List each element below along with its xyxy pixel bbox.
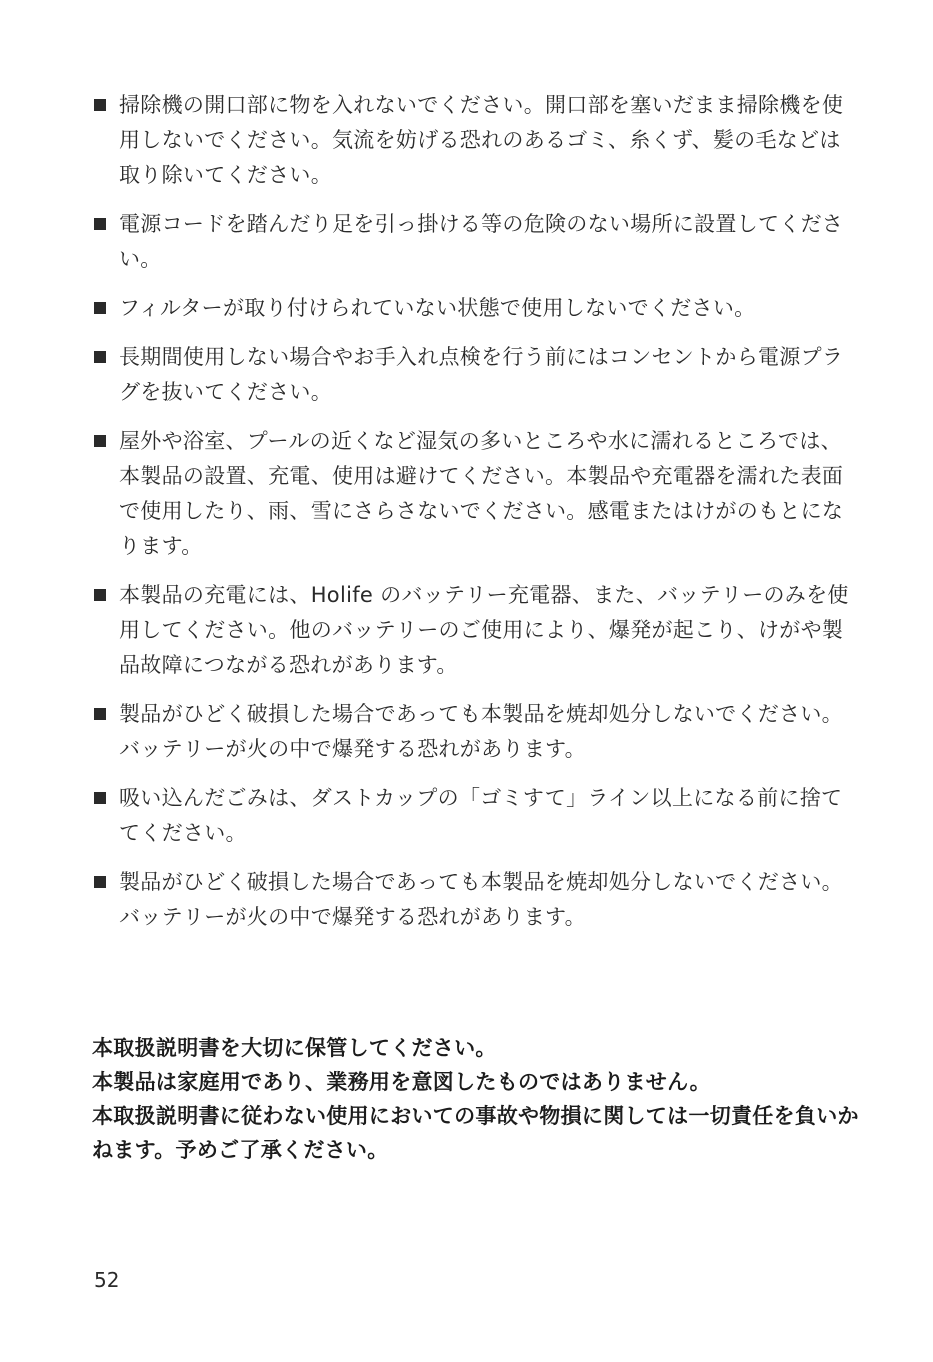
page-number: 52: [94, 1268, 120, 1292]
warning-item: [92, 340, 858, 410]
square-bullet-icon: [94, 589, 106, 601]
square-bullet-icon: [94, 708, 106, 720]
warning-item: [92, 865, 858, 935]
warning-item: [92, 697, 858, 767]
warning-item: [92, 291, 858, 326]
square-bullet-icon: [94, 99, 106, 111]
square-bullet-icon: [94, 302, 106, 314]
warning-item: [92, 424, 858, 564]
warning-text: フィルターが取り付けられていない状態で使用しないでください。: [119, 296, 756, 320]
warning-text: 製品がひどく破損した場合であっても本製品を焼却処分しないでください。バッテリーが火の中で爆発する恐れがあります。: [119, 870, 843, 929]
warning-list: [92, 88, 858, 949]
warning-text: 本製品の充電には、Holife のバッテリー充電器、また、バッテリーのみを使用してください。他のバッテリーのご使用により、爆発が起こり、けがや製品故障につながる恐れがあります。: [119, 583, 849, 677]
warning-text: 屋外や浴室、プールの近くなど湿気の多いところや水に濡れるところでは、本製品の設置、充電、使用は避けてください。本製品や充電器を濡れた表面で使用したり、雨、雪にさらさないでください。感電またはけがのもとになります。: [119, 429, 844, 558]
warning-text: 製品がひどく破損した場合であっても本製品を焼却処分しないでください。バッテリーが火の中で爆発する恐れがあります。: [119, 702, 843, 761]
closing-notices: [92, 1031, 862, 1167]
notice-keep-manual: 本取扱説明書を大切に保管してください。: [92, 1036, 497, 1060]
square-bullet-icon: [94, 218, 106, 230]
warning-item: [92, 88, 858, 193]
square-bullet-icon: [94, 792, 106, 804]
square-bullet-icon: [94, 876, 106, 888]
notice-household-use: 本製品は家庭用であり、業務用を意図したものではありません。: [92, 1070, 711, 1094]
warning-text: 掃除機の開口部に物を入れないでください。開口部を塞いだまま掃除機を使用しないでください。気流を妨げる恐れのあるゴミ、糸くず、髪の毛などは取り除いてください。: [119, 93, 844, 187]
warning-text: 長期間使用しない場合やお手入れ点検を行う前にはコンセントから電源プラグを抜いてください。: [119, 345, 844, 404]
warning-text: 電源コードを踏んだり足を引っ掛ける等の危険のない場所に設置してください。: [119, 212, 844, 271]
warning-item: [92, 207, 858, 277]
warning-text: 吸い込んだごみは、ダストカップの「ゴミすて」ライン以上になる前に捨ててください。: [119, 786, 843, 845]
square-bullet-icon: [94, 435, 106, 447]
warning-item: [92, 781, 858, 851]
notice-liability: 本取扱説明書に従わない使用においての事故や物損に関しては一切責任を負いかねます。予めご了承ください。: [92, 1104, 859, 1162]
square-bullet-icon: [94, 351, 106, 363]
warning-item: [92, 578, 858, 683]
